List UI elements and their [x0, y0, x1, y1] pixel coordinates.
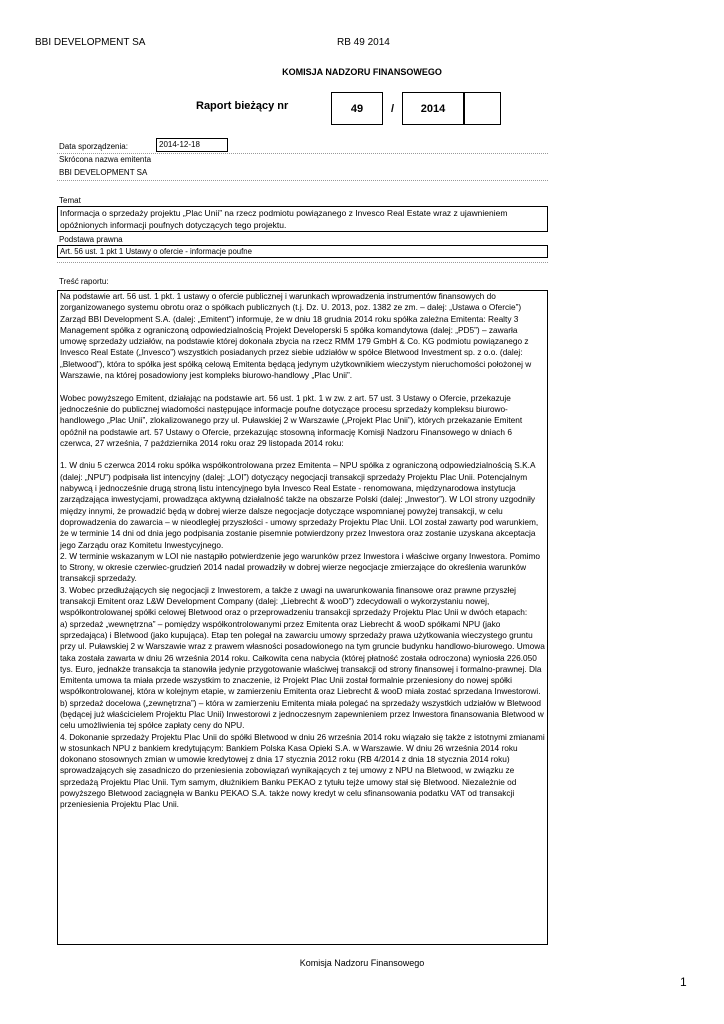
content-item: b) sprzedaż docelowa („zewnętrzna”) – która w zamierzeniu Emitenta miała polegać na sprzedaży wszystkich udziałów w Bletwood (będącej już właścicielem Projektu Plac Unii) Inwestorowi z jednoczesnym zapewnieniem przez Inwestora finansowania Bletwood w celu umożliwienia tej spółce zapłaty ceny do NPU. [60, 697, 544, 731]
content-item: 4. Dokonanie sprzedaży Projektu Plac Unii do spółki Bletwood w dniu 26 września 2014 roku wiązało się także z istotnymi zmianami w stosunkach NPU z bankiem kredytującym: Bankiem Polska Kasa Opieki S.A. w Warszawie. W dniu 26 września 2014 roku dokonano stosownych zmian w umowie kredytowej z dnia 17 stycznia 2012 roku (RB 4/2014 z dnia 18 stycznia 2014 roku) sprowadzających się zasadniczo do przeniesienia zobowiązań wynikających z tej umowy z NPU na Bletwood, w związku ze sprzedażą Projektu Plac Unii. Tym samym, dłużnikiem Banku PEKAO z tytułu tejże umowy stał się Bletwood. Niezależnie od powyższego Bletwood zaciągnęła w Banku PEKAO S.A. także nowy kredyt w celu sfinansowania podatku VAT od transakcji przeniesienia Projektu Plac Unii. [60, 731, 545, 810]
separator-line [57, 153, 548, 154]
separator-line [57, 262, 548, 263]
header-company: BBI DEVELOPMENT SA [35, 37, 146, 48]
header-report-code: RB 49 2014 [337, 37, 390, 48]
report-number: 49 [350, 102, 364, 115]
footer-text: Komisja Nadzoru Finansowego [299, 958, 425, 968]
report-slash: / [390, 102, 395, 115]
content-paragraph: Wobec powyższego Emitent, działając na podstawie art. 56 ust. 1 pkt. 1 w zw. z art. 57 ust. 3 Ustawy o Ofercie, przekazuje jednocześnie do publicznej wiadomości następujące informacje poufne dotyczące procesu sprzedaży kompleksu biurowo-handlowego „Plac Unii”, zlokalizowanego przy ul. Puławskiej 2 w Warszawie („Projekt Plac Unii”), których przekazanie Emitent opóźnił na podstawie art. 57 Ustawy o Ofercie, przekazując stosowną informację Komisji Nadzoru Finansowego w dniach 6 czerwca, 27 września, 7 października 2014 roku oraz 29 listopada 2014 roku: [60, 392, 523, 448]
content-body [57, 290, 548, 945]
short-name-value: BBI DEVELOPMENT SA [59, 168, 148, 177]
date-field [156, 138, 228, 152]
page-number: 1 [680, 975, 687, 989]
short-name-label: Skrócona nazwa emitenta [59, 155, 152, 164]
content-paragraph: Na podstawie art. 56 ust. 1 pkt. 1 ustawy o ofercie publicznej i warunkach wprowadzenia instrumentów finansowych do zorganizowanego systemu obrotu oraz o spółkach publicznych (t.j. Dz. U. 2013, poz. 1382 ze zm. – dalej: „Ustawa o Ofercie”) Zarząd BBI Development S.A. (dalej: „Emitent”) informuje, że w dniu 18 grudnia 2014 roku spółka zależna Emitenta: Realty 3 Management spółka z ograniczoną odpowiedzialnością Projekt Developerski 5 spółka komandytowa (dalej: „PD5”) – zawarła umowę sprzedaży udziałów, na podstawie której dokonała zbycia na rzecz RMM 179 GmbH & Co. KG podmiotu powiązanego z Invesco Real Estate („Invesco”) wszystkich posiadanych przez siebie udziałów w spółce Bletwood Investment sp. z o.o. (dalej: „Bletwood”), która to spółka jest spółką celową Emitenta będącą jedynym użytkownikiem wieczystym nieruchomości położonej w Warszawie, na której posadowiony jest kompleks biurowo-handlowy „Plac Unii”. [60, 291, 532, 381]
report-label: Raport bieżący nr [196, 100, 289, 112]
topic-field [57, 206, 548, 232]
content-item: a) sprzedaż „wewnętrzna” – pomiędzy współkontrolowanymi przez Emitenta oraz Liebrecht & wooD spółkami NPU (jako sprzedająca) i Bletwood (jako kupująca). Etap ten polegał na zawarciu umowy sprzedaży prawa użytkowania wieczystego gruntu przy ul. Puławskiej 2 w Warszawie wraz z prawem własności posadowionego na tym gruncie budynku handlowo-biurowego. Umowa taka została zawarta w dniu 26 września 2014 roku. Całkowita cena nabycia (której płatność została odroczona) wyniosła 226.050 tys. Euro, jednakże transakcja ta stanowiła jedynie przygotowanie właściwej transakcji od strony finansowej i formalno-prawnej. Dla Emitenta umowa ta miała przede wszystkim to znaczenie, iż Projekt Plac Unii został formalnie przeniesiony do nowej spółki współkontrolowanej, która w kolejnym etapie, w zamierzeniu Emitenta oraz Liebrecht & wooD miała zostać sprzedana Inwestorowi. [60, 618, 545, 697]
page-title: KOMISJA NADZORU FINANSOWEGO [282, 67, 442, 77]
report-year-box [402, 92, 464, 125]
legal-basis-label: Podstawa prawna [59, 235, 123, 244]
topic-label: Temat [59, 196, 81, 205]
content-item: 1. W dniu 5 czerwca 2014 roku spółka współkontrolowana przez Emitenta – NPU spółka z ograniczoną odpowiedzialnością S.K.A (dalej: „NPU”) podpisała list intencyjny (dalej: „LOI”) dotyczący negocjacji transakcji sprzedaży Projektu Plac Unii. Potencjalnym nabywcą i jednocześnie drugą stroną listu intencyjnego była Invesco Real Estate - renomowana, międzynarodowa instytucja zarządzająca inwestycjami, prowadząca aktywną działalność także na obszarze Polski (dalej: „Inwestor”). W LOI strony uzgodniły między innymi, że prowadzić będą w dobrej wierze dalsze negocjacje dotyczące wspomnianej powyżej transakcji, w celu doprowadzenia do zawarcia – w nieodległej przyszłości - umowy sprzedaży Projektu Plac Unii. LOI został zawarty pod warunkiem, że w terminie 14 dni od dnia jego podpisania zostanie pisemnie potwierdzony przez Inwestora oraz zostanie uzyskana akceptacja jego Zarządu oraz Komitetu Inwestycyjnego. [60, 460, 539, 550]
legal-basis-value: Art. 56 ust. 1 pkt 1 Ustawy o ofercie - informacje poufne [60, 247, 252, 256]
report-number-box [331, 92, 383, 125]
content-item: 3. Wobec przedłużających się negocjacji z Inwestorem, a także z uwagi na uwarunkowania finansowe oraz prawne przyszłej transakcji Emitent oraz L&W Development Company (dalej: „Liebrecht & wooD”) zdecydowali o wykorzystaniu nowej, współkontrolowanej spółki celowej Bletwood oraz o przeprowadzeniu transakcji sprzedaży Projektu Plac Unii w dwóch etapach: [60, 584, 528, 618]
date-label: Data sporządzenia: [59, 142, 128, 151]
separator-line [57, 180, 548, 181]
report-extra-box [464, 92, 501, 125]
content-label: Treść raportu: [59, 277, 109, 286]
topic-value: Informacja o sprzedaży projektu „Plac Unii” na rzecz podmiotu powiązanego z Invesco Real Estate wraz z ujawnieniem opóźnionych informacji poufnych dotyczących tego projektu. [60, 208, 508, 230]
date-value: 2014-12-18 [159, 140, 200, 149]
content-item: 2. W terminie wskazanym w LOI nie nastąpiło potwierdzenie jego warunków przez Inwestora i właściwe organy Inwestora. Pomimo to Strony, w okresie czerwiec-grudzień 2014 nadal prowadziły w dobrej wierze negocjacje zmierzające do określenia warunków transakcji sprzedaży. [60, 550, 541, 584]
legal-basis-field [57, 245, 548, 258]
report-year: 2014 [420, 102, 446, 115]
